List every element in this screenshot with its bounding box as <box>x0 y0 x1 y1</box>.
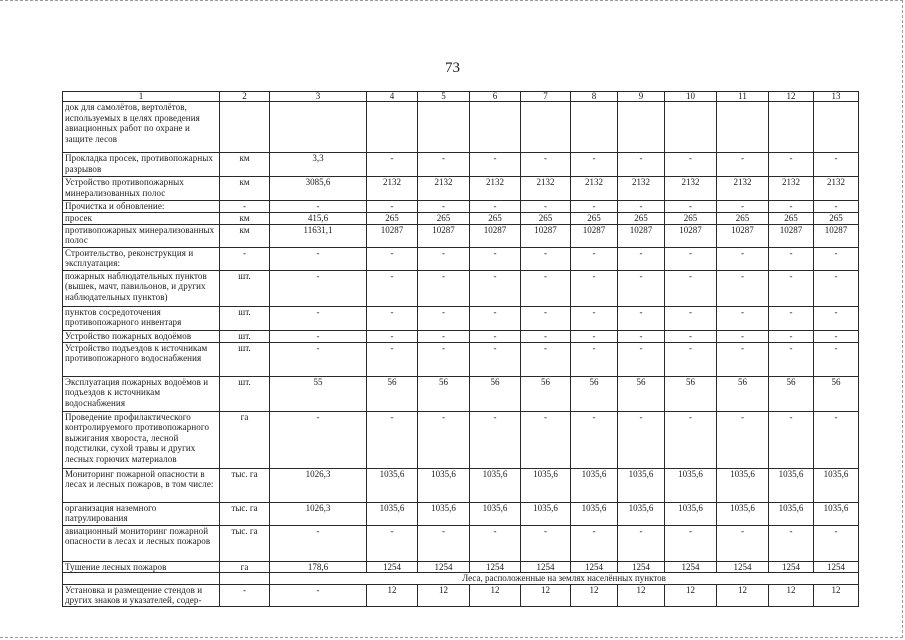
value-cell: - <box>769 306 814 330</box>
value-cell: - <box>571 153 618 177</box>
value-cell: 2132 <box>814 177 859 201</box>
unit-cell: га <box>220 561 270 573</box>
value-cell: - <box>470 153 521 177</box>
value-cell: - <box>270 270 367 306</box>
value-cell: 10287 <box>470 224 521 247</box>
value-cell: 265 <box>571 213 618 225</box>
value-cell: - <box>665 306 717 330</box>
value-cell: - <box>814 247 859 270</box>
value-cell: 1035,6 <box>769 502 814 525</box>
value-cell: - <box>367 342 418 376</box>
row-label: Проведение профилактического контролируемого противопожарного выжигания хвороста, лесной подстилки, сухой травы и других лесных горючих материалов <box>63 411 220 468</box>
table-row <box>63 201 859 213</box>
column-header: 4 <box>367 92 418 102</box>
table-row <box>63 376 859 411</box>
value-cell: - <box>418 247 470 270</box>
table-row <box>63 561 859 573</box>
value-cell: - <box>618 525 665 561</box>
value-cell: - <box>665 330 717 342</box>
value-cell: 12 <box>571 584 618 606</box>
section-spacer <box>63 573 220 585</box>
value-cell: - <box>769 270 814 306</box>
value-cell: 2132 <box>717 177 769 201</box>
table-row <box>63 411 859 468</box>
value-cell: - <box>418 270 470 306</box>
value-cell: - <box>717 330 769 342</box>
value-cell: 12 <box>769 584 814 606</box>
section-title: Леса, расположенные на землях населённых пунктов <box>270 573 859 585</box>
column-header: 2 <box>220 92 270 102</box>
row-label: Прокладка просек, противопожарных разрывов <box>63 153 220 177</box>
table-row <box>63 213 859 225</box>
value-cell: - <box>270 584 367 606</box>
value-cell: - <box>367 201 418 213</box>
value-cell <box>665 102 717 153</box>
value-cell: 1035,6 <box>418 502 470 525</box>
value-cell: 12 <box>814 584 859 606</box>
value-cell: - <box>717 201 769 213</box>
value-cell: - <box>717 247 769 270</box>
value-cell: 265 <box>814 213 859 225</box>
value-cell: 1035,6 <box>814 502 859 525</box>
value-cell: 10287 <box>665 224 717 247</box>
value-cell: - <box>769 153 814 177</box>
table-row <box>63 224 859 247</box>
value-cell: - <box>571 247 618 270</box>
value-cell: - <box>814 270 859 306</box>
value-cell: - <box>418 330 470 342</box>
unit-cell: км <box>220 177 270 201</box>
value-cell: 265 <box>665 213 717 225</box>
value-cell: 1035,6 <box>814 468 859 502</box>
table-row <box>63 247 859 270</box>
value-cell <box>717 102 769 153</box>
value-cell: - <box>367 525 418 561</box>
value-cell: 11631,1 <box>270 224 367 247</box>
value-cell: - <box>367 306 418 330</box>
row-label: авиационный мониторинг пожарной опасности в лесах и лесных пожаров <box>63 525 220 561</box>
value-cell: - <box>618 270 665 306</box>
value-cell: 56 <box>814 376 859 411</box>
unit-cell: км <box>220 153 270 177</box>
value-cell: 3,3 <box>270 153 367 177</box>
value-cell: 56 <box>367 376 418 411</box>
value-cell: 1035,6 <box>418 468 470 502</box>
value-cell: - <box>769 342 814 376</box>
value-cell: 10287 <box>571 224 618 247</box>
unit-cell: - <box>220 584 270 606</box>
value-cell: - <box>270 247 367 270</box>
value-cell: - <box>618 247 665 270</box>
value-cell: 265 <box>367 213 418 225</box>
value-cell: 2132 <box>367 177 418 201</box>
table-row <box>63 270 859 306</box>
value-cell: 12 <box>367 584 418 606</box>
page-number: 73 <box>445 60 460 76</box>
row-label: противопожарных минерализованных полос <box>63 224 220 247</box>
value-cell <box>521 102 571 153</box>
value-cell: - <box>470 330 521 342</box>
value-cell: 265 <box>418 213 470 225</box>
value-cell: - <box>470 201 521 213</box>
value-cell: 2132 <box>665 177 717 201</box>
value-cell: 12 <box>618 584 665 606</box>
value-cell: 1035,6 <box>367 502 418 525</box>
value-cell: - <box>717 306 769 330</box>
value-cell: - <box>618 342 665 376</box>
value-cell: 265 <box>470 213 521 225</box>
value-cell: 1254 <box>367 561 418 573</box>
value-cell: - <box>665 342 717 376</box>
value-cell: 56 <box>665 376 717 411</box>
column-header: 7 <box>521 92 571 102</box>
value-cell: 2132 <box>418 177 470 201</box>
value-cell: - <box>521 201 571 213</box>
section-row <box>63 573 859 585</box>
value-cell: 1035,6 <box>717 468 769 502</box>
value-cell: - <box>717 411 769 468</box>
value-cell: 3085,6 <box>270 177 367 201</box>
value-cell: 1035,6 <box>571 502 618 525</box>
value-cell: 56 <box>769 376 814 411</box>
value-cell: 1254 <box>571 561 618 573</box>
value-cell: - <box>367 270 418 306</box>
value-cell: - <box>571 411 618 468</box>
value-cell: - <box>769 247 814 270</box>
value-cell: - <box>814 525 859 561</box>
value-cell: - <box>270 201 367 213</box>
value-cell: 265 <box>618 213 665 225</box>
value-cell: 1035,6 <box>367 468 418 502</box>
row-label: Тушение лесных пожаров <box>63 561 220 573</box>
table-row <box>63 525 859 561</box>
value-cell: - <box>571 201 618 213</box>
value-cell: 56 <box>521 376 571 411</box>
value-cell: 12 <box>717 584 769 606</box>
value-cell: 56 <box>470 376 521 411</box>
value-cell: 1035,6 <box>521 468 571 502</box>
value-cell: - <box>418 306 470 330</box>
value-cell: 56 <box>717 376 769 411</box>
column-header: 5 <box>418 92 470 102</box>
value-cell: - <box>717 270 769 306</box>
value-cell: 12 <box>521 584 571 606</box>
value-cell: 56 <box>571 376 618 411</box>
value-cell: 10287 <box>769 224 814 247</box>
column-header: 9 <box>618 92 665 102</box>
column-header: 10 <box>665 92 717 102</box>
column-header: 13 <box>814 92 859 102</box>
table-row <box>63 177 859 201</box>
value-cell: 10287 <box>814 224 859 247</box>
value-cell: - <box>367 411 418 468</box>
row-label: Установка и размещение стендов и других знаков и указателей, содер- <box>63 584 220 606</box>
unit-cell: - <box>220 201 270 213</box>
value-cell: 1026,3 <box>270 502 367 525</box>
unit-cell: тыс. га <box>220 468 270 502</box>
value-cell: 1035,6 <box>665 468 717 502</box>
row-label: пунктов сосредоточения противопожарного инвентаря <box>63 306 220 330</box>
column-header: 1 <box>63 92 220 102</box>
unit-cell: тыс. га <box>220 525 270 561</box>
value-cell: - <box>521 411 571 468</box>
value-cell: - <box>571 270 618 306</box>
value-cell <box>470 102 521 153</box>
value-cell: 12 <box>665 584 717 606</box>
value-cell: 10287 <box>367 224 418 247</box>
row-label: док для самолётов, вертолётов, используемых в целях проведения авиационных работ по охране и защите лесов <box>63 102 220 153</box>
value-cell: 1035,6 <box>470 502 521 525</box>
value-cell <box>814 102 859 153</box>
row-label: Мониторинг пожарной опасности в лесах и лесных пожаров, в том числе: <box>63 468 220 502</box>
value-cell: - <box>814 201 859 213</box>
value-cell: - <box>418 342 470 376</box>
value-cell: 265 <box>769 213 814 225</box>
value-cell: 265 <box>521 213 571 225</box>
value-cell: - <box>618 201 665 213</box>
value-cell: 2132 <box>618 177 665 201</box>
value-cell: 415,6 <box>270 213 367 225</box>
value-cell: - <box>769 201 814 213</box>
value-cell <box>618 102 665 153</box>
value-cell: - <box>769 411 814 468</box>
value-cell: 1035,6 <box>717 502 769 525</box>
value-cell: 1035,6 <box>618 468 665 502</box>
value-cell: - <box>665 247 717 270</box>
value-cell: - <box>367 247 418 270</box>
value-cell: 1254 <box>769 561 814 573</box>
value-cell: 1254 <box>717 561 769 573</box>
value-cell: - <box>571 306 618 330</box>
value-cell: - <box>618 411 665 468</box>
value-cell: - <box>814 330 859 342</box>
value-cell: - <box>470 342 521 376</box>
value-cell: 2132 <box>470 177 521 201</box>
value-cell: - <box>521 342 571 376</box>
value-cell: 12 <box>470 584 521 606</box>
value-cell: 1254 <box>521 561 571 573</box>
value-cell: - <box>618 153 665 177</box>
value-cell: 10287 <box>618 224 665 247</box>
value-cell: - <box>270 525 367 561</box>
value-cell: - <box>618 306 665 330</box>
header-row <box>63 92 859 102</box>
value-cell: - <box>521 306 571 330</box>
value-cell: 10287 <box>521 224 571 247</box>
value-cell <box>270 102 367 153</box>
value-cell: - <box>717 342 769 376</box>
value-cell: - <box>270 342 367 376</box>
unit-cell: шт. <box>220 270 270 306</box>
unit-cell: км <box>220 224 270 247</box>
value-cell: 10287 <box>418 224 470 247</box>
value-cell: 10287 <box>717 224 769 247</box>
value-cell: - <box>270 411 367 468</box>
value-cell: - <box>418 411 470 468</box>
value-cell: - <box>665 411 717 468</box>
value-cell: - <box>814 342 859 376</box>
row-label: Строительство, реконструкция и эксплуатация: <box>63 247 220 270</box>
unit-cell: га <box>220 411 270 468</box>
column-header: 11 <box>717 92 769 102</box>
value-cell: - <box>418 201 470 213</box>
value-cell: 2132 <box>769 177 814 201</box>
value-cell: 1035,6 <box>470 468 521 502</box>
value-cell: - <box>418 153 470 177</box>
value-cell: - <box>814 306 859 330</box>
value-cell: - <box>571 525 618 561</box>
row-label: Эксплуатация пожарных водоёмов и подъездов к источникам водоснабжения <box>63 376 220 411</box>
value-cell: - <box>521 153 571 177</box>
value-cell: 1254 <box>618 561 665 573</box>
table-row <box>63 468 859 502</box>
section-spacer <box>220 573 270 585</box>
value-cell: - <box>814 153 859 177</box>
value-cell: - <box>665 201 717 213</box>
value-cell: 1035,6 <box>571 468 618 502</box>
value-cell: 55 <box>270 376 367 411</box>
value-cell: 2132 <box>571 177 618 201</box>
value-cell <box>571 102 618 153</box>
value-cell <box>769 102 814 153</box>
row-label: пожарных наблюдательных пунктов (вышек, мачт, павильонов, и других наблюдательных пунктов) <box>63 270 220 306</box>
value-cell: 178,6 <box>270 561 367 573</box>
unit-cell: шт. <box>220 330 270 342</box>
value-cell: 1035,6 <box>665 502 717 525</box>
value-cell: 1026,3 <box>270 468 367 502</box>
row-label: просек <box>63 213 220 225</box>
value-cell: 1254 <box>665 561 717 573</box>
value-cell: - <box>270 330 367 342</box>
value-cell: - <box>618 330 665 342</box>
unit-cell: шт. <box>220 376 270 411</box>
data-table <box>62 91 859 607</box>
value-cell: 12 <box>418 584 470 606</box>
value-cell: - <box>717 525 769 561</box>
unit-cell: шт. <box>220 306 270 330</box>
table-row <box>63 584 859 606</box>
unit-cell: тыс. га <box>220 502 270 525</box>
value-cell: 1254 <box>418 561 470 573</box>
value-cell: - <box>470 411 521 468</box>
value-cell: - <box>665 525 717 561</box>
table-row <box>63 502 859 525</box>
value-cell: - <box>665 270 717 306</box>
column-header: 12 <box>769 92 814 102</box>
value-cell: 1254 <box>470 561 521 573</box>
table-row <box>63 330 859 342</box>
table-row <box>63 102 859 153</box>
column-header: 6 <box>470 92 521 102</box>
value-cell: - <box>367 330 418 342</box>
value-cell: - <box>270 306 367 330</box>
value-cell: 265 <box>717 213 769 225</box>
column-header: 8 <box>571 92 618 102</box>
value-cell: - <box>521 330 571 342</box>
value-cell: - <box>470 247 521 270</box>
value-cell: - <box>367 153 418 177</box>
value-cell <box>367 102 418 153</box>
value-cell: 1035,6 <box>521 502 571 525</box>
value-cell: - <box>769 525 814 561</box>
value-cell: 1035,6 <box>618 502 665 525</box>
column-header: 3 <box>270 92 367 102</box>
value-cell: - <box>470 306 521 330</box>
table-row <box>63 342 859 376</box>
value-cell: - <box>521 270 571 306</box>
row-label: Устройство подъездов к источникам противопожарного водоснабжения <box>63 342 220 376</box>
row-label: организация наземного патрулирования <box>63 502 220 525</box>
value-cell: - <box>470 270 521 306</box>
value-cell: - <box>571 342 618 376</box>
value-cell: 56 <box>618 376 665 411</box>
value-cell <box>418 102 470 153</box>
value-cell: - <box>521 525 571 561</box>
row-label: Устройство пожарных водоёмов <box>63 330 220 342</box>
value-cell: 1254 <box>814 561 859 573</box>
value-cell: 1035,6 <box>769 468 814 502</box>
value-cell: - <box>521 247 571 270</box>
value-cell: - <box>418 525 470 561</box>
value-cell: - <box>769 330 814 342</box>
row-label: Прочистка и обновление: <box>63 201 220 213</box>
value-cell: - <box>571 330 618 342</box>
value-cell: - <box>717 153 769 177</box>
unit-cell: - <box>220 247 270 270</box>
table-row <box>63 306 859 330</box>
row-label: Устройство противопожарных минерализованных полос <box>63 177 220 201</box>
unit-cell <box>220 102 270 153</box>
table-row <box>63 153 859 177</box>
unit-cell: км <box>220 213 270 225</box>
value-cell: - <box>470 525 521 561</box>
value-cell: - <box>665 153 717 177</box>
value-cell: 56 <box>418 376 470 411</box>
value-cell: 2132 <box>521 177 571 201</box>
value-cell: - <box>814 411 859 468</box>
unit-cell: шт. <box>220 342 270 376</box>
